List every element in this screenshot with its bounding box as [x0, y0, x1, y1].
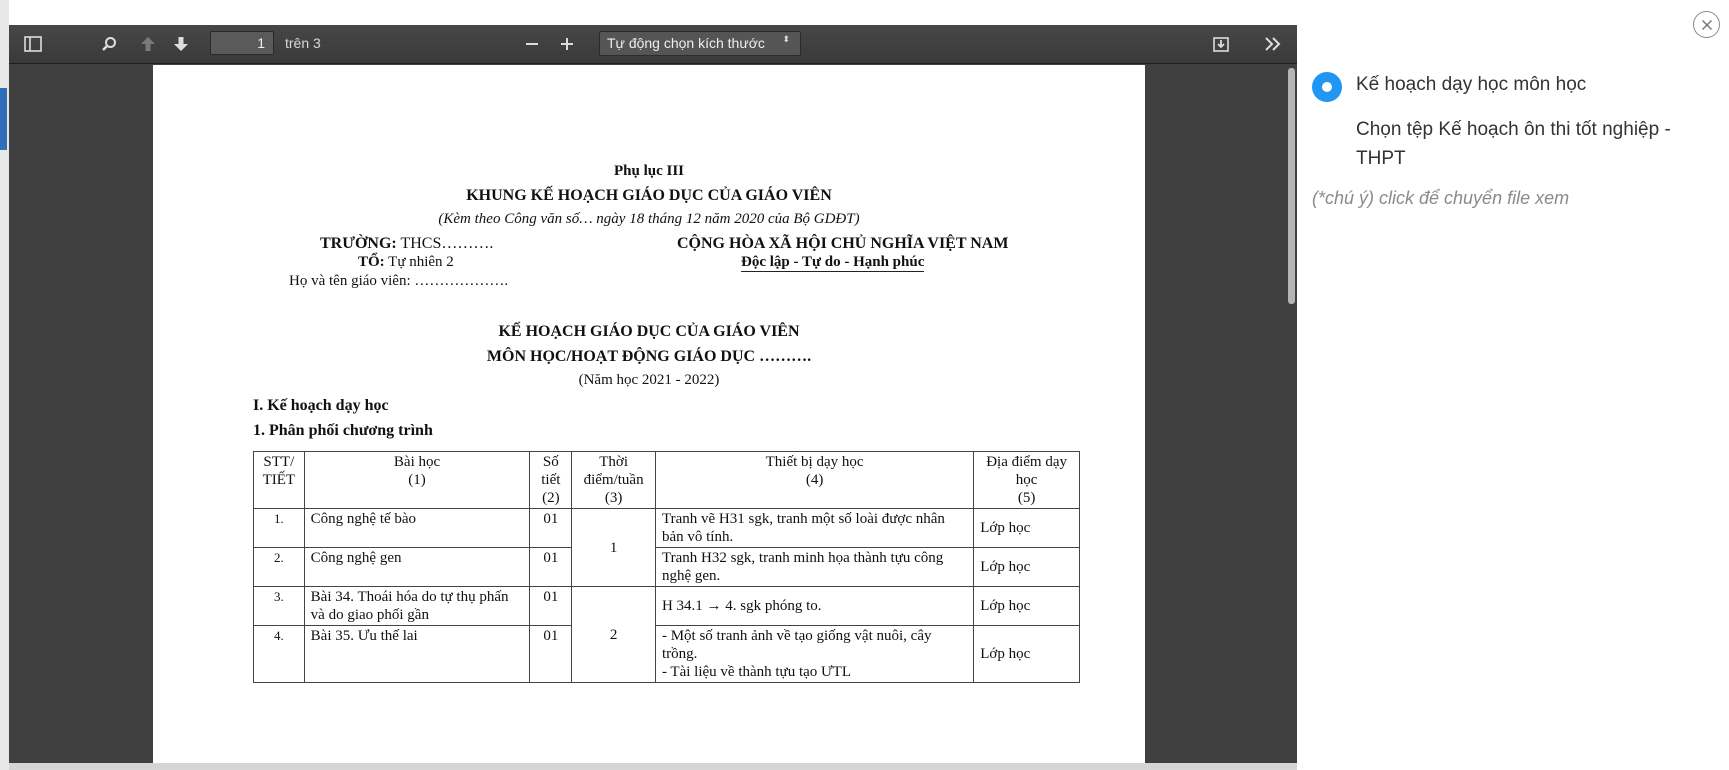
equipment-line: - Tài liệu về thành tựu tạo ƯTL	[661, 664, 851, 680]
header-text: Thời	[599, 454, 628, 470]
group-value: Tự nhiên 2	[384, 254, 454, 270]
sidebar-toggle-button[interactable]	[21, 32, 45, 56]
download-icon	[1212, 35, 1230, 53]
next-page-icon	[173, 36, 189, 52]
equipment-line: - Một số tranh ảnh về tạo giống vật nuôi, cây trồng.	[661, 628, 932, 662]
row-place: Lớp học	[974, 509, 1080, 548]
zoom-select[interactable]	[599, 31, 801, 56]
header-text: Bài học	[393, 454, 441, 470]
school-line	[320, 235, 493, 253]
radio-selected-dot	[1322, 82, 1332, 92]
row-equipment: Tranh vẽ H31 sgk, tranh một số loài được nhân bản vô tính.	[655, 509, 973, 548]
row-periods: 01	[530, 548, 572, 587]
row-stt: 3.	[254, 587, 305, 626]
lesson-plan-table	[253, 451, 1080, 683]
pdf-viewer	[9, 25, 1297, 770]
subsection-heading: 1. Phân phối chương trình	[253, 422, 433, 439]
file-option-teaching-plan[interactable]: Kế hoạch dạy học môn học	[1356, 74, 1587, 95]
previous-page-icon	[140, 36, 156, 52]
zoom-in-button[interactable]	[555, 32, 579, 56]
column-header-equipment	[655, 452, 973, 509]
header-text: (5)	[1017, 490, 1036, 506]
row-place: Lớp học	[974, 626, 1080, 683]
left-edge-accent	[0, 88, 7, 150]
table-header-row	[254, 452, 1080, 509]
tools-icon	[1264, 36, 1282, 52]
switch-file-note: (*chú ý) click để chuyển file xem	[1312, 188, 1570, 208]
group-label: TỔ:	[358, 254, 385, 270]
row-lesson: Công nghệ tế bào	[304, 509, 530, 548]
header-text: TIẾT	[262, 472, 296, 488]
plan-title: KẾ HOẠCH GIÁO DỤC CỦA GIÁO VIÊN	[498, 323, 800, 340]
row-week: 1	[572, 509, 656, 587]
header-text: tiết	[541, 472, 561, 488]
section-heading: I. Kế hoạch dạy học	[253, 397, 389, 414]
row-lesson: Bài 34. Thoái hóa do tự thụ phấn và do giao phối gần	[304, 587, 530, 626]
row-week: 2	[572, 587, 656, 683]
row-equipment	[655, 626, 973, 683]
column-header-periods	[530, 452, 572, 509]
header-text: Số	[542, 454, 559, 470]
frame-title: KHUNG KẾ HOẠCH GIÁO DỤC CỦA GIÁO VIÊN	[466, 187, 832, 204]
row-equipment: H 34.1 → 4. sgk phóng to.	[655, 587, 973, 626]
row-place: Lớp học	[974, 587, 1080, 626]
page-number-input[interactable]: 1	[210, 31, 274, 55]
row-periods: 01	[530, 509, 572, 548]
chevron-up-down-icon: ⬍	[782, 34, 790, 44]
motto-text: Độc lập - Tự do - Hạnh phúc	[741, 254, 925, 270]
file-select-panel	[1297, 0, 1729, 770]
header-text: (1)	[408, 472, 426, 488]
row-place: Lớp học	[974, 548, 1080, 587]
table-row	[254, 626, 1080, 683]
viewer-scrollbar[interactable]	[1288, 68, 1295, 304]
zoom-out-button[interactable]	[520, 32, 544, 56]
row-equipment: Tranh H32 sgk, tranh minh họa thành tựu công nghệ gen.	[655, 548, 973, 587]
file-option-radio[interactable]	[1312, 72, 1342, 102]
school-value: THCS……….	[396, 235, 494, 252]
pdf-toolbar	[9, 25, 1297, 64]
header-text: Địa điểm dạy	[986, 454, 1068, 470]
row-lesson: Bài 35. Ưu thế lai	[304, 626, 530, 683]
row-periods: 01	[530, 626, 572, 683]
table-row	[254, 587, 1080, 626]
header-text: (3)	[604, 490, 623, 506]
row-stt: 2.	[254, 548, 305, 587]
file-option-exam-plan[interactable]: Chọn tệp Kế hoạch ôn thi tốt nghiệp - THPT	[1356, 119, 1671, 169]
motto	[741, 254, 924, 271]
row-periods: 01	[530, 587, 572, 626]
column-header-week	[572, 452, 656, 509]
pdf-page	[153, 65, 1145, 770]
close-button[interactable]	[1693, 11, 1720, 38]
header-text: STT/	[263, 454, 295, 470]
zoom-out-icon	[525, 37, 539, 51]
zoom-select-value: Tự động chọn kích thước	[607, 35, 765, 51]
horizontal-scrollbar[interactable]	[9, 763, 1297, 770]
header-text: (2)	[542, 490, 560, 506]
table-row	[254, 509, 1080, 548]
header-text: điểm/tuần	[583, 472, 644, 488]
page-count-label: trên 3	[285, 35, 321, 51]
search-icon	[101, 36, 117, 52]
header-text: (4)	[805, 472, 824, 488]
previous-page-button[interactable]	[136, 32, 160, 56]
school-year: (Năm học 2021 - 2022)	[578, 372, 720, 388]
table-row	[254, 548, 1080, 587]
teacher-name-line: Họ và tên giáo viên: ……………….	[289, 273, 509, 289]
column-header-lesson	[304, 452, 530, 509]
school-label: TRƯỜNG:	[320, 235, 397, 252]
column-header-stt	[254, 452, 305, 509]
column-header-place	[974, 452, 1080, 509]
find-button[interactable]	[97, 32, 121, 56]
row-stt: 4.	[254, 626, 305, 683]
close-icon	[1701, 19, 1713, 31]
header-text: Thiết bị dạy học	[765, 454, 864, 470]
zoom-in-icon	[560, 37, 574, 51]
attached-note: (Kèm theo Công văn số… ngày 18 tháng 12 năm 2020 của Bộ GDĐT)	[438, 211, 860, 227]
appendix-heading: Phụ lục III	[613, 163, 685, 179]
sidebar-toggle-icon	[24, 36, 42, 52]
row-lesson: Công nghệ gen	[304, 548, 530, 587]
republic-heading: CỘNG HÒA XÃ HỘI CHỦ NGHĨA VIỆT NAM	[677, 235, 1009, 252]
subject-title: MÔN HỌC/HOẠT ĐỘNG GIÁO DỤC ……….	[486, 348, 812, 365]
tools-button[interactable]	[1261, 32, 1285, 56]
next-page-button[interactable]	[169, 32, 193, 56]
header-text: học	[1015, 472, 1038, 488]
row-stt: 1.	[254, 509, 305, 548]
group-line	[358, 254, 454, 271]
left-edge-strip	[0, 0, 9, 770]
download-button[interactable]	[1209, 32, 1233, 56]
